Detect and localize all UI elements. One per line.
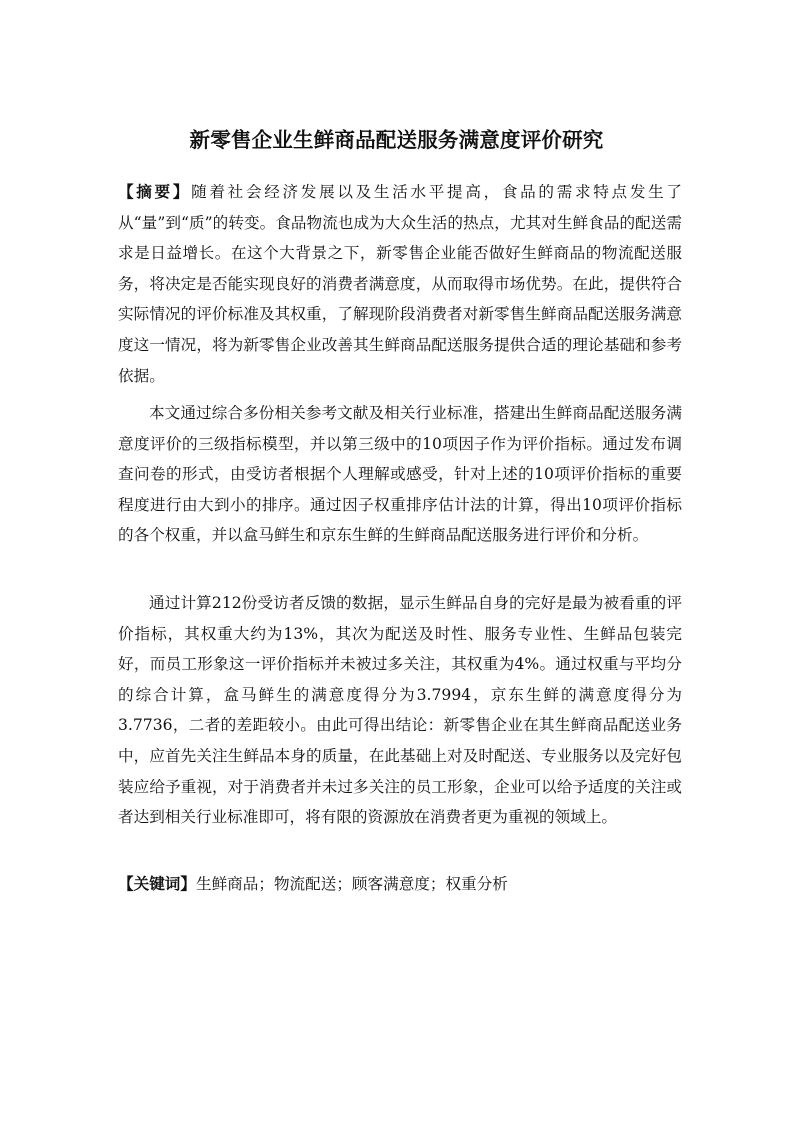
method-paragraph: 本文通过综合多份相关参考文献及相关行业标准，搭建出生鲜商品配送服务满意度评价的三级指标模型，并以第三级中的10项因子作为评价指标。通过发布调查问卷的形式，由受访者根据个人理解或感受，针对上述的10项评价指标的重要程度进行由大到小的排序。通过因子权重排序估计法的计算，得出10项评价指标的各个权重，并以盒马鲜生和京东生鲜的生鲜商品配送服务进行评价和分析。 [118,404,682,545]
keywords-text: 生鲜商品；物流配送；顾客满意度；权重分析 [195,875,508,893]
keywords-label: 【关键词】 [118,875,196,893]
keywords-line [118,869,682,900]
abstract-text: 随着社会经济发展以及生活水平提高，食品的需求特点发生了从“量”到“质”的转变。食品物流也成为大众生活的热点，尤其对生鲜食品的配送需求是日益增长。在这个大背景之下，新零售企业能否做好生鲜商品的物流配送服务，将决定是否能实现良好的消费者满意度，从而取得市场优势。在此，提供符合实际情况的评价标准及其权重，了解现阶段消费者对新零售生鲜商品配送服务满意度这一情况，将为新零售企业改善其生鲜商品配送服务提供合适的理论基础和参考依据。 [118,183,682,385]
results-paragraph: 通过计算212份受访者反馈的数据，显示生鲜品自身的完好是最为被看重的评价指标，其权重大约为13%，其次为配送及时性、服务专业性、生鲜品包装完好，而员工形象这一评价指标并未被过多关注，其权重为4%。通过权重与平均分的综合计算，盒马鲜生的满意度得分为3.7994，京东生鲜的满意度得分为3.7736，二者的差距较小。由此可得出结论：新零售企业在其生鲜商品配送业务中，应首先关注生鲜品本身的质量，在此基础上对及时配送、专业服务以及完好包装应给予重视，对于消费者并未过多关注的员工形象，企业可以给予适度的关注或者达到相关行业标准即可，将有限的资源放在消费者更为重视的领域上。 [118,594,682,827]
document-title: 新零售企业生鲜商品配送服务满意度评价研究 [189,128,604,152]
abstract-label: 【摘要】 [118,183,192,201]
abstract-paragraph [118,177,682,391]
